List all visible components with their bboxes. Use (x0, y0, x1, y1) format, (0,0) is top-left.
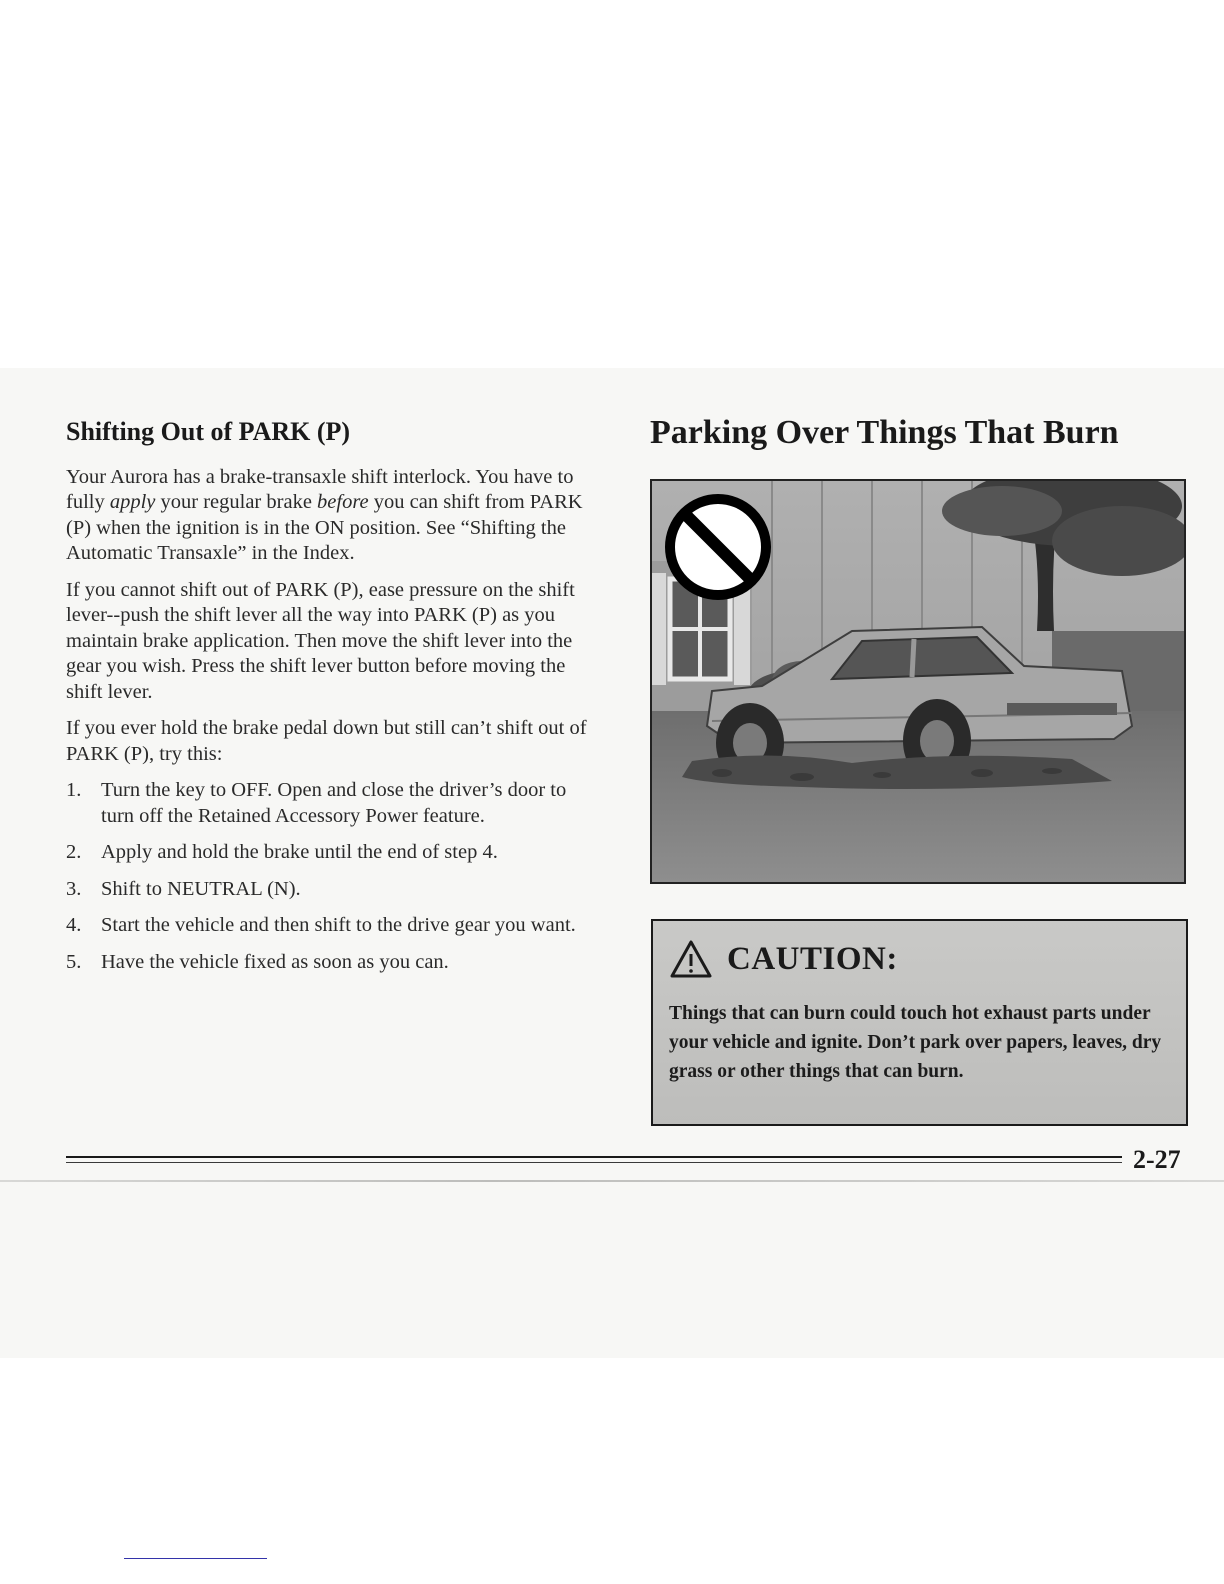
para-text: you can shift from PARK (P) when the ignition is in the ON position. See “Shifting the Automatic Transaxle” in the Index. (66, 491, 583, 565)
caution-header (669, 939, 1170, 979)
page-number: 2-27 (1133, 1145, 1181, 1174)
list-item (66, 913, 596, 939)
step-text: Shift to NEUTRAL (N). (101, 877, 301, 900)
caution-title: CAUTION: (727, 940, 898, 977)
step-text: Have the vehicle fixed as soon as you can. (101, 950, 449, 973)
para-emphasis-before: before (317, 491, 369, 514)
para-text: Your Aurora has a brake-transaxle shift interlock. You have to fully (66, 465, 574, 514)
step-number: 4. (66, 914, 82, 937)
step-number: 3. (66, 877, 82, 900)
step-text: Turn the key to OFF. Open and close the driver’s door to turn off the Retained Accessory Power feature. (101, 779, 567, 827)
warning-triangle-icon (669, 939, 713, 979)
step-number: 5. (66, 950, 82, 973)
footer-rule (66, 1156, 1122, 1158)
bottom-divider (124, 1558, 267, 1559)
paragraph-cannot-shift: If you cannot shift out of PARK (P), ease pressure on the shift lever--push the shift lever all the way into PARK (P) as you maintain brake application. Then move the shift lever into the gear you wish. Press the shift lever button before moving the shift lever. (66, 578, 575, 703)
para-text: your regular brake (155, 491, 318, 514)
footer-rule-thin (66, 1162, 1122, 1163)
list-item (66, 840, 596, 866)
step-number: 2. (66, 841, 82, 864)
step-text: Start the vehicle and then shift to the drive gear you want. (101, 914, 576, 937)
caution-text: Things that can burn could touch hot exhaust parts under your vehicle and ignite. Don’t park over papers, leaves, dry grass or other things that can burn. (669, 1003, 1162, 1082)
step-number: 1. (66, 779, 82, 802)
list-item (66, 950, 596, 976)
no-symbol-icon (670, 499, 766, 595)
list-item (66, 778, 596, 829)
para-emphasis-apply: apply (109, 491, 156, 514)
caution-box (651, 919, 1188, 1126)
paragraph-interlock (66, 465, 596, 567)
band-edge-line (0, 1180, 1224, 1182)
left-column (66, 418, 596, 986)
car-over-leaves-image (652, 481, 1184, 882)
page-title: Parking Over Things That Burn (650, 414, 1119, 451)
list-item (66, 877, 596, 903)
paragraph-try-this: If you ever hold the brake pedal down but still can’t shift out of PARK (P), try this: (66, 717, 587, 765)
section-heading: Shifting Out of PARK (P) (66, 417, 351, 446)
parking-illustration (650, 479, 1186, 884)
step-text: Apply and hold the brake until the end of step 4. (101, 841, 498, 864)
steps-list (66, 778, 596, 975)
